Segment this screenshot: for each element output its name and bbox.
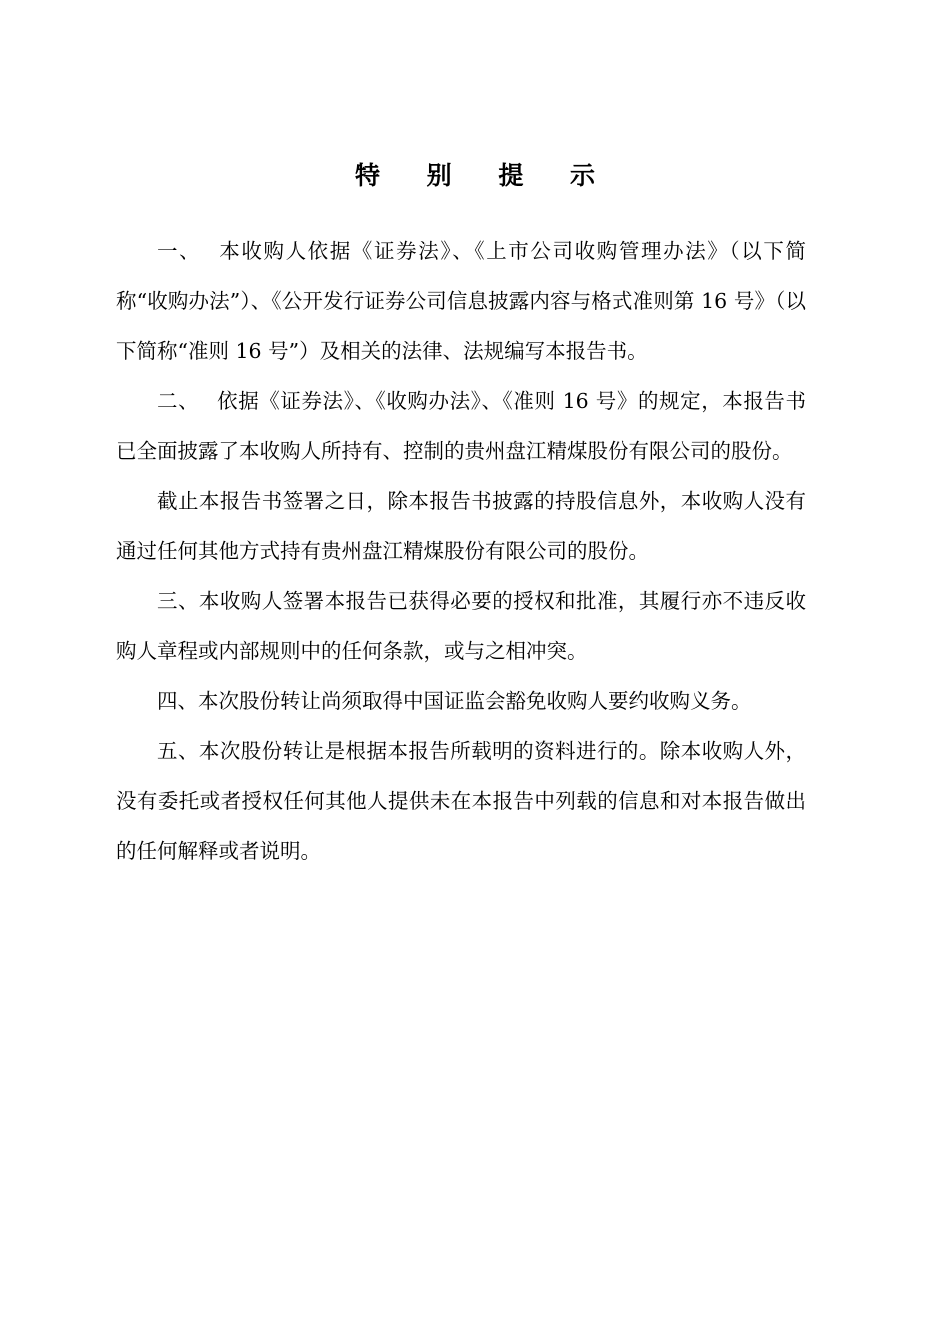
paragraph-6 — [116, 726, 806, 876]
paragraph-4-text: 三、本收购人签署本报告已获得必要的授权和批准，其履行亦不违反收购人章程或内部规则中的任何条款，或与之相冲突。 — [116, 589, 806, 663]
paragraph-2-number: 二、 — [157, 389, 200, 413]
paragraph-5-text: 四、本次股份转让尚须取得中国证监会豁免收购人要约收购义务。 — [157, 689, 752, 713]
paragraph-2 — [116, 376, 806, 476]
paragraph-3 — [116, 476, 806, 576]
paragraph-2-text: 依据《证券法》、《收购办法》、《准则 16 号》的规定，本报告书已全面披露了本收购人所持有、控制的贵州盘江精煤股份有限公司的股份。 — [116, 389, 806, 463]
paragraph-6-text: 五、本次股份转让是根据本报告所载明的资料进行的。除本收购人外，没有委托或者授权任何其他人提供未在本报告中列载的信息和对本报告做出的任何解释或者说明。 — [116, 739, 806, 863]
paragraph-1-number: 一、 — [157, 239, 202, 263]
page-title: 特 别 提 示 — [354, 161, 615, 190]
paragraph-1 — [116, 226, 806, 376]
paragraph-4 — [116, 576, 806, 676]
paragraph-5 — [116, 676, 806, 726]
document-body — [116, 226, 806, 876]
paragraph-1-text: 本收购人依据《证券法》、《上市公司收购管理办法》（以下简称“收购办法”）、《公开发行证券公司信息披露内容与格式准则第 16 号》（以下简称“准则 16 号”）及相关的法律、法规编写本报告书。 — [116, 239, 807, 363]
paragraph-3-text: 截止本报告书签署之日，除本报告书披露的持股信息外，本收购人没有通过任何其他方式持有贵州盘江精煤股份有限公司的股份。 — [116, 489, 806, 563]
